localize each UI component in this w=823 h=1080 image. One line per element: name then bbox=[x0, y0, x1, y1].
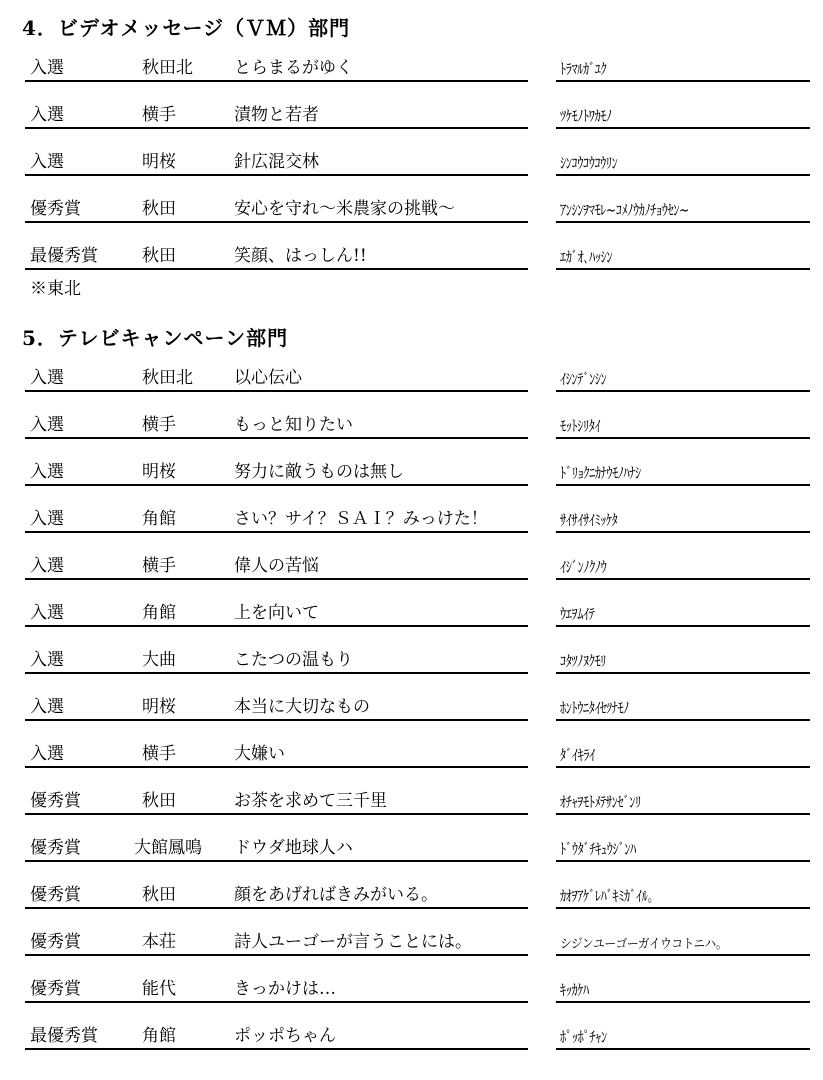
award-entry bbox=[0, 503, 823, 533]
award-entry bbox=[0, 240, 823, 270]
school-name: 明桜 bbox=[142, 697, 176, 717]
award-entry bbox=[0, 550, 823, 580]
award-level: 最優秀賞 bbox=[30, 1026, 98, 1046]
award-level: 入選 bbox=[30, 105, 64, 125]
school-name: 明桜 bbox=[142, 462, 176, 482]
work-title: お茶を求めて三千里 bbox=[234, 791, 387, 811]
award-entry bbox=[0, 456, 823, 486]
award-level: 入選 bbox=[30, 415, 64, 435]
award-entry bbox=[0, 879, 823, 909]
award-level: 優秀賞 bbox=[30, 979, 81, 999]
title-reading: ｴｶﾞｵ､ﾊｯｼﾝ bbox=[560, 248, 613, 266]
underline bbox=[25, 268, 528, 270]
work-title: もっと知りたい bbox=[234, 415, 353, 435]
work-title: 顔をあげればきみがいる。 bbox=[234, 885, 438, 905]
work-title: 詩人ユーゴーが言うことには。 bbox=[234, 932, 472, 952]
award-entry bbox=[0, 832, 823, 862]
title-reading: ｳｴｦﾑｲﾃ bbox=[560, 605, 595, 623]
school-name: 横手 bbox=[142, 744, 176, 764]
award-level: 入選 bbox=[30, 650, 64, 670]
award-level: 入選 bbox=[30, 462, 64, 482]
title-reading: ﾀﾞｲｷﾗｲ bbox=[560, 746, 595, 764]
work-title: 安心を守れ～米農家の挑戦～ bbox=[234, 199, 455, 219]
award-entry bbox=[0, 1020, 823, 1050]
underline bbox=[25, 625, 528, 627]
title-reading: ｱﾝｼﾝｦﾏﾓﾚ~ｺﾒﾉｳｶﾉﾁｮｳｾﾝ~ bbox=[560, 201, 689, 219]
underline bbox=[556, 719, 810, 721]
underline bbox=[556, 484, 810, 486]
school-name: 秋田 bbox=[142, 199, 176, 219]
title-reading: ｲｼﾞﾝﾉｸﾉｳ bbox=[560, 558, 607, 576]
award-level: 入選 bbox=[30, 744, 64, 764]
underline bbox=[25, 954, 528, 956]
underline bbox=[25, 221, 528, 223]
underline bbox=[556, 672, 810, 674]
school-name: 横手 bbox=[142, 415, 176, 435]
award-level: 入選 bbox=[30, 556, 64, 576]
underline bbox=[25, 813, 528, 815]
title-reading: ｼﾝｺｳｺｳｺｳﾘﾝ bbox=[560, 154, 618, 172]
underline bbox=[25, 719, 528, 721]
award-entry bbox=[0, 52, 823, 82]
work-title: 大嫌い bbox=[234, 744, 285, 764]
title-reading: ｺﾀﾂﾉﾇｸﾓﾘ bbox=[560, 652, 606, 670]
school-name: 角館 bbox=[142, 603, 176, 623]
title-reading: シジンユーゴーガイウコトニハ。 bbox=[560, 937, 728, 952]
school-name: 大館鳳鳴 bbox=[134, 838, 202, 858]
award-level: 入選 bbox=[30, 58, 64, 78]
underline bbox=[25, 390, 528, 392]
underline bbox=[556, 1001, 810, 1003]
underline bbox=[556, 578, 810, 580]
school-name: 秋田北 bbox=[142, 58, 193, 78]
work-title: こたつの温もり bbox=[234, 650, 353, 670]
underline bbox=[556, 437, 810, 439]
award-level: 最優秀賞 bbox=[30, 246, 98, 266]
school-name: 秋田 bbox=[142, 246, 176, 266]
underline bbox=[25, 672, 528, 674]
award-level: 優秀賞 bbox=[30, 791, 81, 811]
underline bbox=[25, 437, 528, 439]
school-name: 能代 bbox=[142, 979, 176, 999]
work-title: ポッポちゃん bbox=[234, 1026, 336, 1046]
underline bbox=[556, 80, 810, 82]
underline bbox=[556, 1048, 810, 1050]
award-level: 入選 bbox=[30, 152, 64, 172]
award-entry bbox=[0, 99, 823, 129]
title-reading: ｻｲｻｲｻｲﾐｯｹﾀ bbox=[560, 511, 618, 529]
award-entry bbox=[0, 691, 823, 721]
work-title: 漬物と若者 bbox=[234, 105, 319, 125]
award-entry bbox=[0, 597, 823, 627]
underline bbox=[25, 80, 528, 82]
underline bbox=[556, 174, 810, 176]
underline bbox=[556, 954, 810, 956]
award-level: 入選 bbox=[30, 509, 64, 529]
work-title: とらまるがゆく bbox=[234, 58, 353, 78]
title-reading: ｶｵｦｱｹﾞﾚﾊﾞｷﾐｶﾞｲﾙ｡ bbox=[560, 887, 654, 905]
work-title: 針広混交林 bbox=[234, 152, 319, 172]
underline bbox=[25, 766, 528, 768]
work-title: 上を向いて bbox=[234, 603, 319, 623]
school-name: 秋田 bbox=[142, 885, 176, 905]
award-level: 入選 bbox=[30, 603, 64, 623]
award-entry bbox=[0, 926, 823, 956]
school-name: 角館 bbox=[142, 509, 176, 529]
school-name: 大曲 bbox=[142, 650, 176, 670]
underline bbox=[25, 1001, 528, 1003]
award-entry bbox=[0, 738, 823, 768]
work-title: さい？サイ？ＳＡＩ？みっけた！ bbox=[234, 509, 488, 529]
underline bbox=[556, 813, 810, 815]
award-entry bbox=[0, 409, 823, 439]
title-reading: ｵﾁｬｦﾓﾄﾒﾃｻﾝｾﾞﾝﾘ bbox=[560, 793, 641, 811]
school-name: 明桜 bbox=[142, 152, 176, 172]
underline bbox=[25, 578, 528, 580]
title-reading: ｲｼﾝﾃﾞﾝｼﾝ bbox=[560, 370, 607, 388]
school-name: 秋田北 bbox=[142, 368, 193, 388]
underline bbox=[556, 766, 810, 768]
underline bbox=[556, 390, 810, 392]
school-name: 秋田 bbox=[142, 791, 176, 811]
school-name: 横手 bbox=[142, 556, 176, 576]
school-name: 本荘 bbox=[142, 932, 176, 952]
work-title: 本当に大切なもの bbox=[234, 697, 370, 717]
underline bbox=[556, 221, 810, 223]
underline bbox=[25, 531, 528, 533]
title-reading: ﾄﾞｳﾀﾞﾁｷｭｳｼﾞﾝﾊ bbox=[560, 840, 636, 858]
underline bbox=[25, 860, 528, 862]
underline bbox=[556, 907, 810, 909]
award-entry bbox=[0, 973, 823, 1003]
title-reading: ｷｯｶｹﾊ bbox=[560, 981, 589, 999]
underline bbox=[556, 860, 810, 862]
title-reading: ﾂｹﾓﾉﾄﾜｶﾓﾉ bbox=[560, 107, 612, 125]
award-entry bbox=[0, 193, 823, 223]
underline bbox=[25, 907, 528, 909]
award-level: 優秀賞 bbox=[30, 885, 81, 905]
work-title: 努力に敵うものは無し bbox=[234, 462, 404, 482]
award-level: 入選 bbox=[30, 697, 64, 717]
underline bbox=[25, 174, 528, 176]
work-title: 笑顔、はっしん!! bbox=[234, 246, 367, 266]
work-title: ドウダ地球人ハ bbox=[234, 838, 353, 858]
school-name: 角館 bbox=[142, 1026, 176, 1046]
underline bbox=[25, 484, 528, 486]
underline bbox=[556, 127, 810, 129]
title-reading: ﾓｯﾄｼﾘﾀｲ bbox=[560, 417, 601, 435]
region-note: ※東北 bbox=[30, 279, 81, 299]
underline bbox=[25, 127, 528, 129]
award-level: 優秀賞 bbox=[30, 838, 81, 858]
work-title: きっかけは… bbox=[234, 979, 336, 999]
work-title: 以心伝心 bbox=[234, 368, 302, 388]
section-heading-vm: 4．ビデオメッセージ（ＶＭ）部門 bbox=[22, 16, 351, 40]
underline bbox=[556, 531, 810, 533]
title-reading: ﾎﾝﾄｳﾆﾀｲｾﾂﾅﾓﾉ bbox=[560, 699, 629, 717]
school-name: 横手 bbox=[142, 105, 176, 125]
award-level: 優秀賞 bbox=[30, 199, 81, 219]
title-reading: ﾄﾞﾘｮｸﾆｶﾅｳﾓﾉﾊﾅｼ bbox=[560, 464, 641, 482]
award-entry bbox=[0, 785, 823, 815]
award-entry bbox=[0, 362, 823, 392]
award-level: 優秀賞 bbox=[30, 932, 81, 952]
work-title: 偉人の苦悩 bbox=[234, 556, 319, 576]
award-level: 入選 bbox=[30, 368, 64, 388]
underline bbox=[556, 625, 810, 627]
award-entry bbox=[0, 644, 823, 674]
section-heading-tv-campaign: 5．テレビキャンペーン部門 bbox=[22, 326, 289, 350]
underline bbox=[556, 268, 810, 270]
title-reading: ﾄﾗﾏﾙｶﾞﾕｸ bbox=[560, 60, 607, 78]
title-reading: ﾎﾟｯﾎﾟﾁｬﾝ bbox=[560, 1028, 607, 1046]
underline bbox=[25, 1048, 528, 1050]
award-entry bbox=[0, 146, 823, 176]
